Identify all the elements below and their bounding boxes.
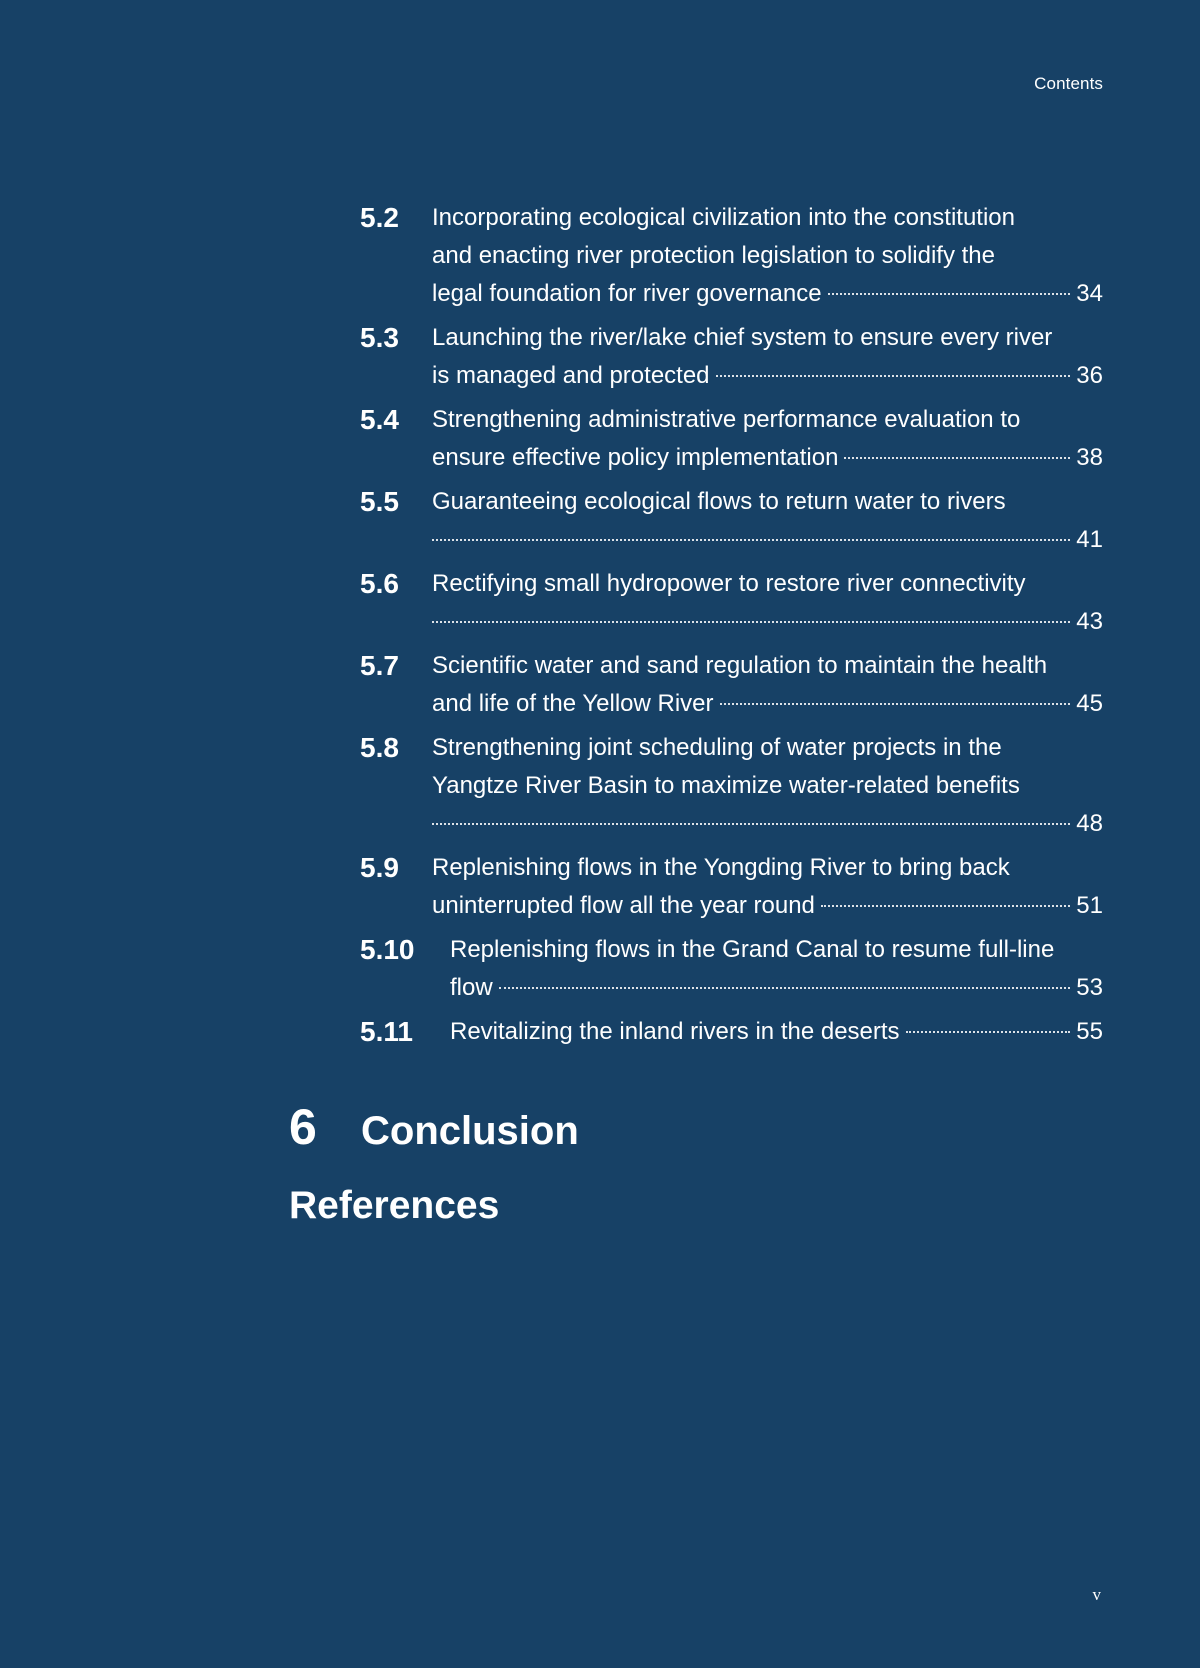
toc-number: 5.10 xyxy=(360,934,415,965)
toc-leader-line xyxy=(432,439,1103,477)
toc-title-line: and enacting river protection legislation to solidify the xyxy=(432,242,995,269)
toc-title-line: Revitalizing the inland rivers in the deserts xyxy=(450,1018,900,1045)
dot-leader xyxy=(844,457,1070,459)
toc-entry-5-11[interactable] xyxy=(360,1013,1103,1051)
toc-number: 5.9 xyxy=(360,852,399,883)
toc-page-number: 41 xyxy=(1076,526,1103,553)
toc-title-line: legal foundation for river governance xyxy=(432,280,822,307)
toc-list xyxy=(360,199,1103,1057)
toc-page-number: 53 xyxy=(1076,974,1103,1001)
toc-entry-5-5[interactable] xyxy=(360,483,1103,559)
toc-number: 5.3 xyxy=(360,322,399,353)
toc-references[interactable]: References xyxy=(289,1184,500,1227)
toc-entry-5-4[interactable] xyxy=(360,401,1103,477)
toc-leader-line xyxy=(432,521,1103,559)
toc-title-line: Replenishing flows in the Yongding River to bring back xyxy=(432,854,1010,881)
toc-number: 5.2 xyxy=(360,202,399,233)
chapter-title: Conclusion xyxy=(361,1109,579,1153)
toc-page-number: 43 xyxy=(1076,608,1103,635)
toc-entry-5-10[interactable] xyxy=(360,931,1103,1007)
toc-entry-5-3[interactable] xyxy=(360,319,1103,395)
toc-leader-line xyxy=(432,275,1103,313)
dot-leader xyxy=(432,823,1070,825)
toc-title-line: uninterrupted flow all the year round xyxy=(432,892,815,919)
toc-page-number: 51 xyxy=(1076,892,1103,919)
dot-leader xyxy=(432,621,1070,623)
toc-leader-line xyxy=(432,685,1103,723)
toc-title-line: Scientific water and sand regulation to maintain the health xyxy=(432,652,1048,679)
toc-entry-5-7[interactable] xyxy=(360,647,1103,723)
chapter-number: 6 xyxy=(289,1099,317,1155)
toc-leader-line xyxy=(450,1013,1103,1051)
toc-page-number: 55 xyxy=(1076,1018,1103,1045)
toc-leader-line xyxy=(450,969,1103,1007)
toc-title-line: flow xyxy=(450,974,493,1001)
toc-chapter-6[interactable] xyxy=(289,1098,579,1156)
toc-number: 5.5 xyxy=(360,486,399,517)
dot-leader xyxy=(821,905,1070,907)
toc-number: 5.7 xyxy=(360,650,399,681)
toc-number: 5.8 xyxy=(360,732,399,763)
toc-number: 5.6 xyxy=(360,568,399,599)
dot-leader xyxy=(716,375,1071,377)
toc-title-line: Strengthening administrative performance evaluation to xyxy=(432,406,1021,433)
dot-leader xyxy=(906,1031,1071,1033)
page-folio: v xyxy=(1092,1585,1101,1604)
toc-page-number: 45 xyxy=(1076,690,1103,717)
toc-page-number: 38 xyxy=(1076,444,1103,471)
toc-entry-5-8[interactable] xyxy=(360,729,1103,843)
toc-number: 5.11 xyxy=(360,1016,413,1047)
toc-entry-5-2[interactable] xyxy=(360,199,1103,313)
toc-title-line: Strengthening joint scheduling of water projects in the xyxy=(432,734,1002,761)
dot-leader xyxy=(432,539,1070,541)
toc-number: 5.4 xyxy=(360,404,399,435)
toc-title-line: Launching the river/lake chief system to ensure every river xyxy=(432,324,1053,351)
toc-title-line: ensure effective policy implementation xyxy=(432,444,839,471)
toc-page-number: 48 xyxy=(1076,810,1103,837)
toc-leader-line xyxy=(432,805,1103,843)
toc-title-line: and life of the Yellow River xyxy=(432,690,714,717)
toc-page-number: 34 xyxy=(1076,280,1103,307)
toc-page-number: 36 xyxy=(1076,362,1103,389)
running-head: Contents xyxy=(1034,74,1103,93)
dot-leader xyxy=(720,703,1071,705)
toc-title-line: Guaranteeing ecological flows to return water to rivers xyxy=(432,488,1006,515)
toc-title-line: Incorporating ecological civilization into the constitution xyxy=(432,204,1015,231)
toc-leader-line xyxy=(432,603,1103,641)
dot-leader xyxy=(828,293,1071,295)
toc-title-line: Yangtze River Basin to maximize water-related benefits xyxy=(432,772,1020,799)
dot-leader xyxy=(499,987,1071,989)
toc-leader-line xyxy=(432,887,1103,925)
toc-leader-line xyxy=(432,357,1103,395)
toc-title-line: is managed and protected xyxy=(432,362,710,389)
toc-entry-5-6[interactable] xyxy=(360,565,1103,641)
toc-entry-5-9[interactable] xyxy=(360,849,1103,925)
toc-title-line: Rectifying small hydropower to restore river connectivity xyxy=(432,570,1026,597)
toc-title-line: Replenishing flows in the Grand Canal to resume full-line xyxy=(450,936,1055,963)
